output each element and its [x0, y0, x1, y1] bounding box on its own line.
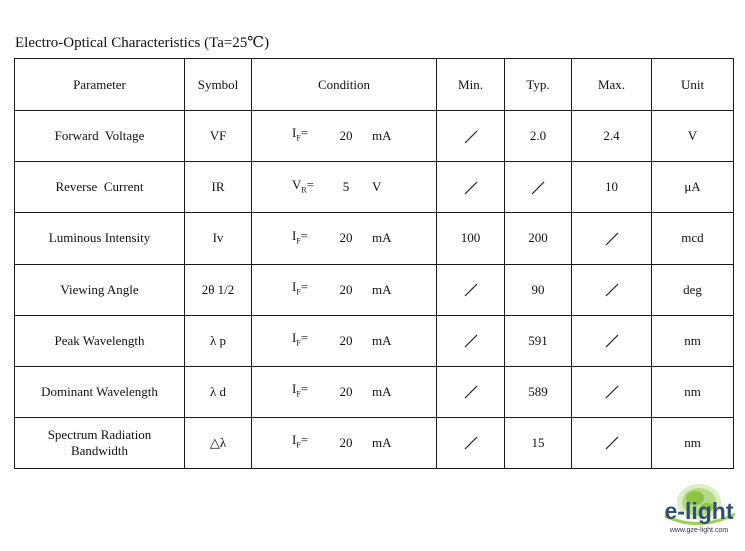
table-row [15, 264, 734, 315]
cell-parameter [15, 213, 185, 264]
header-parameter: Parameter [15, 59, 185, 111]
cell-min [437, 264, 505, 315]
cell-condition [252, 366, 437, 417]
condition-value: 20 [339, 332, 353, 348]
cell-typ: 15 [505, 417, 572, 468]
table-row [15, 315, 734, 366]
condition-subscript: F [296, 236, 301, 246]
cell-condition [252, 111, 437, 162]
header-typ: Typ. [505, 59, 572, 111]
condition-unit: mA [372, 383, 392, 399]
cell-typ: 591 [505, 315, 572, 366]
cell-parameter [15, 366, 185, 417]
not-specified-icon [604, 231, 620, 247]
condition-subscript: F [296, 338, 301, 348]
cell-max: 2.4 [572, 111, 652, 162]
not-specified-icon [604, 435, 620, 451]
cell-symbol: △λ [185, 417, 252, 468]
cell-min [437, 315, 505, 366]
parameter-label: Viewing Angle [60, 281, 139, 297]
parameter-label: Peak Wavelength [54, 332, 145, 348]
parameter-label: Luminous Intensity [48, 230, 151, 246]
cell-max [572, 417, 652, 468]
table-row [15, 213, 734, 264]
condition-symbol: I [292, 125, 297, 141]
cell-typ: 90 [505, 264, 572, 315]
cell-condition [252, 315, 437, 366]
not-specified-icon [463, 282, 479, 298]
parameter-label: Reverse Current [55, 179, 144, 195]
header-unit: Unit [652, 59, 734, 111]
cell-max [572, 264, 652, 315]
cell-max [572, 315, 652, 366]
cell-min: 100 [437, 213, 505, 264]
cell-min [437, 111, 505, 162]
condition-subscript: F [296, 389, 301, 399]
cell-parameter [15, 315, 185, 366]
condition-equals: = [300, 329, 309, 345]
cell-parameter [15, 264, 185, 315]
parameter-label: Forward Voltage [54, 128, 145, 144]
not-specified-icon [463, 129, 479, 145]
condition-value: 20 [339, 230, 353, 246]
condition-equals: = [306, 176, 315, 192]
logo-url: www.gze-light.com [669, 527, 729, 534]
condition-value: 20 [339, 383, 353, 399]
header-min: Min. [437, 59, 505, 111]
not-specified-icon [463, 384, 479, 400]
cell-typ: 2.0 [505, 111, 572, 162]
condition-subscript: F [296, 133, 301, 143]
cell-unit: μA [652, 162, 734, 213]
header-max: Max. [572, 59, 652, 111]
condition-value: 20 [339, 281, 353, 297]
cell-unit: nm [652, 315, 734, 366]
table-row [15, 111, 734, 162]
cell-symbol: 2θ 1/2 [185, 264, 252, 315]
condition-equals: = [300, 381, 309, 397]
cell-typ [505, 162, 572, 213]
parameter-label-line1: Spectrum Radiation [47, 426, 152, 442]
cell-unit: mcd [652, 213, 734, 264]
condition-symbol: V [292, 176, 302, 192]
table-header-row [15, 59, 734, 111]
condition-subscript: F [296, 287, 301, 297]
electro-optical-table [14, 58, 734, 469]
condition-symbol: I [292, 227, 297, 243]
cell-unit: V [652, 111, 734, 162]
cell-max [572, 213, 652, 264]
condition-value: 20 [339, 128, 353, 144]
condition-value: 20 [339, 434, 353, 450]
cell-symbol: λ p [185, 315, 252, 366]
cell-unit: deg [652, 264, 734, 315]
condition-unit: mA [372, 230, 392, 246]
cell-min [437, 366, 505, 417]
cell-parameter [15, 417, 185, 468]
cell-typ: 589 [505, 366, 572, 417]
condition-equals: = [300, 125, 309, 141]
cell-min [437, 417, 505, 468]
not-specified-icon [530, 180, 546, 196]
parameter-label: Dominant Wavelength [41, 383, 158, 399]
header-symbol: Symbol [185, 59, 252, 111]
cell-typ: 200 [505, 213, 572, 264]
page-title: Electro-Optical Characteristics (Ta=25℃) [15, 35, 270, 51]
cell-condition [252, 264, 437, 315]
not-specified-icon [463, 435, 479, 451]
table-row [15, 366, 734, 417]
condition-subscript: F [296, 440, 301, 450]
cell-max: 10 [572, 162, 652, 213]
e-light-logo [655, 480, 743, 544]
cell-symbol: IR [185, 162, 252, 213]
logo-wordmark: e-light [664, 498, 734, 524]
condition-equals: = [300, 278, 309, 294]
cell-unit: nm [652, 417, 734, 468]
condition-symbol: I [292, 278, 297, 294]
not-specified-icon [604, 333, 620, 349]
table-row [15, 417, 734, 468]
condition-symbol: I [292, 329, 297, 345]
cell-max [572, 366, 652, 417]
not-specified-icon [463, 333, 479, 349]
cell-symbol: λ d [185, 366, 252, 417]
cell-symbol: VF [185, 111, 252, 162]
condition-equals: = [300, 227, 309, 243]
condition-symbol: I [292, 432, 297, 448]
not-specified-icon [604, 282, 620, 298]
condition-unit: mA [372, 281, 392, 297]
table-row [15, 162, 734, 213]
condition-unit: mA [372, 128, 392, 144]
not-specified-icon [604, 384, 620, 400]
cell-symbol: Iv [185, 213, 252, 264]
cell-unit: nm [652, 366, 734, 417]
cell-parameter [15, 162, 185, 213]
cell-condition [252, 213, 437, 264]
condition-unit: V [372, 179, 382, 195]
header-condition: Condition [252, 59, 437, 111]
cell-parameter [15, 111, 185, 162]
condition-symbol: I [292, 381, 297, 397]
condition-equals: = [300, 432, 309, 448]
not-specified-icon [463, 180, 479, 196]
cell-condition [252, 162, 437, 213]
condition-unit: mA [372, 434, 392, 450]
parameter-label-line2: Bandwidth [70, 442, 129, 458]
cell-condition [252, 417, 437, 468]
condition-subscript: R [301, 185, 307, 195]
condition-value: 5 [342, 179, 350, 195]
condition-unit: mA [372, 332, 392, 348]
cell-min [437, 162, 505, 213]
